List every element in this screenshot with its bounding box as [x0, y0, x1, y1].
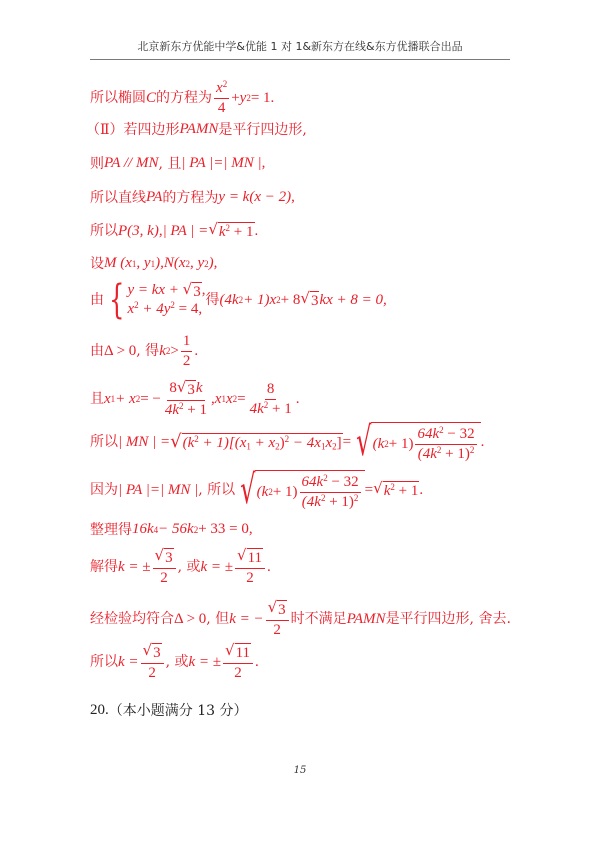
solution-line-verify: 经检验均符合 Δ > 0 , 但 k = − √ 3 2 时不满足 PAMN 是平行四边形, 舍去. [90, 598, 511, 638]
header-divider [90, 59, 510, 60]
question-label: （本小题满分 13 分） [108, 702, 248, 719]
page-header: 北京新东方优能中学&优能 1 对 1&新东方在线&东方优播联合出品 [137, 40, 463, 53]
solution-line-discriminant: 由 Δ > 0 , 得 k 2 > $\frac{1}{2}$ . [90, 333, 199, 369]
left-brace-icon: { [109, 277, 125, 323]
fraction: $\frac{x^2}{4}$ [216, 79, 228, 116]
solution-line-quartic: 整理得 16k 4 − 56k 2 + 33 = 0, [90, 521, 253, 538]
solution-line-vieta: 且 x 1 + x 2 = − 8 √ 3 k $4k^2 + 1$ , x 1 x 2 = $\frac{8}{4k^2 + 1}$ . [90, 378, 300, 418]
solution-line-mn-length: 所以 | MN | = √ $(k^2 + 1)[(x_1 + x_2)^2 - 4x_1x_2]$ = √ (k 2 + 1) $\frac{64k^2 - 32}{(4k^2 + 1)^2}$ . [90, 419, 485, 465]
question-heading [90, 703, 247, 718]
solution-line-parallel: 则 PA // MN , 且 | PA |=| MN | , [90, 155, 266, 172]
solution-line-final-answer: 所以 k = √ 3 2 , 或 k = ± √ 11 2 . [90, 641, 259, 681]
page-number: 15 [293, 765, 307, 776]
square-root: √ (k 2 + 1) $\frac{64k^2 - 32}{(4k^2 + 1)^2}$ [351, 422, 481, 462]
solution-line-solve-k: 解得 k = ± √ 3 2 , 或 k = ± √ 11 2 . [90, 546, 271, 586]
equation-system: { y = kx + √ 3 , $x^2 + 4y^2 = 4$, [109, 277, 206, 323]
solution-line-pa-equation: 所以直线 PA 的方程为 y = k(x − 2) , [90, 189, 295, 206]
solution-line-ellipse-equation: 所以椭圆 C 的方程为 $\frac{x^2}{4}$ + y 2 = 1. [90, 79, 275, 116]
solution-line-equal-lengths: 因为 | PA |=| MN | , 所以 √ (k 2 + 1) $\frac{64k^2 - 32}{(4k^2 + 1)^2}$ = √ $k^2 + 1$ . [90, 467, 424, 513]
solution-line-part-ii: （Ⅱ）若四边形 PAMN 是平行四边形, [86, 121, 307, 138]
solution-line-define-mn: 设 M (x 1 , y 1 ), N(x 2 , y 2 ), [90, 255, 218, 272]
question-number: 20. [90, 702, 109, 718]
solution-line-point-p: 所以 P(3, k) , | PA | = √ $k^2 + 1$ . [90, 220, 259, 240]
square-root: √ $k^2 + 1$ [208, 220, 254, 240]
solution-line-system: 由 { y = kx + √ 3 , $x^2 + 4y^2 = 4$, 得 (4k 2 + 1)x 2 + 8 √ 3 kx + 8 = 0, [90, 277, 387, 323]
